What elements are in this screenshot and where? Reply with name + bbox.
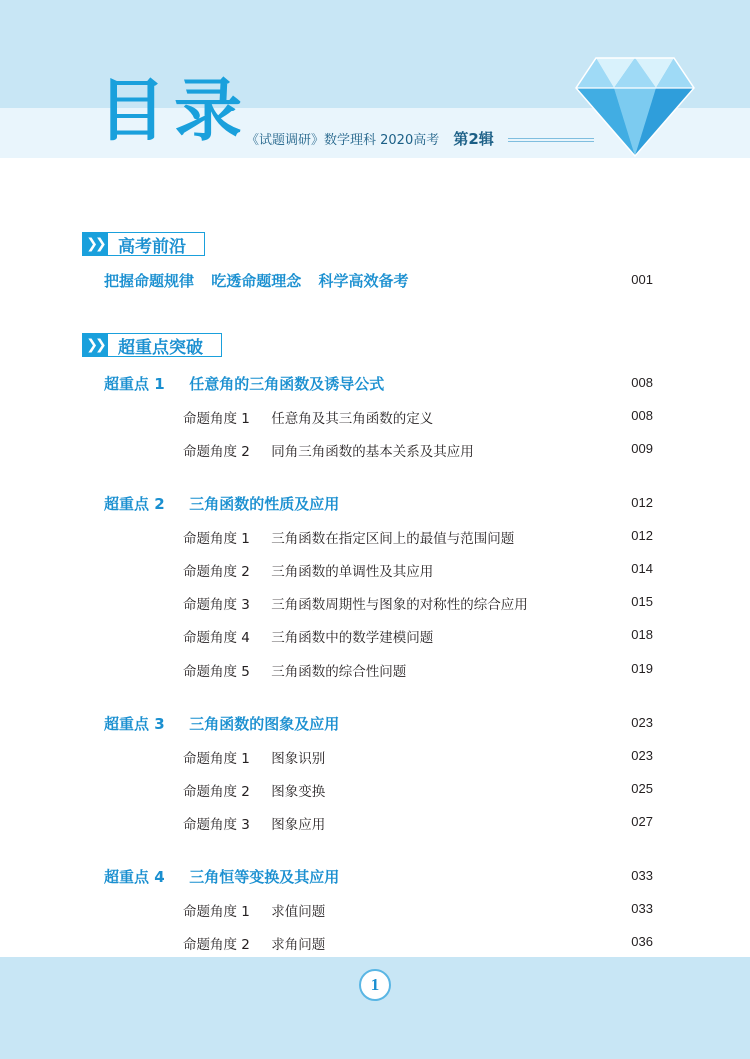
toc-item[interactable] <box>183 407 433 427</box>
page-number: 014 <box>631 561 653 576</box>
section-heading-label: 超重点突破 <box>108 333 222 357</box>
toc-item[interactable] <box>183 780 325 800</box>
item-title: 求角问题 <box>271 937 326 953</box>
page-number: 012 <box>631 528 653 543</box>
item-title: 图象识别 <box>271 751 326 767</box>
toc-topic[interactable] <box>104 713 339 734</box>
footer-page-number: 1 <box>359 969 391 1001</box>
topic-number: 超重点 4 <box>104 868 165 886</box>
item-tag: 命题角度 5 <box>183 664 250 680</box>
item-tag: 命题角度 2 <box>183 937 250 953</box>
page-number: 015 <box>631 594 653 609</box>
section-heading-breakthrough <box>82 333 222 357</box>
item-title: 图象应用 <box>271 817 326 833</box>
item-title: 三角函数在指定区间上的最值与范围问题 <box>271 531 515 547</box>
topic-title: 三角函数的性质及应用 <box>189 495 340 513</box>
item-tag: 命题角度 2 <box>183 444 250 460</box>
toc-item[interactable] <box>183 747 325 767</box>
item-title: 图象变换 <box>271 784 326 800</box>
page-number: 018 <box>631 627 653 642</box>
toc-item[interactable] <box>183 660 406 680</box>
item-tag: 命题角度 1 <box>183 751 250 767</box>
topic-title: 三角函数的图象及应用 <box>189 715 340 733</box>
toc-item[interactable] <box>183 593 528 613</box>
volume-label: 第2辑 <box>453 130 494 148</box>
item-tag: 命题角度 1 <box>183 411 250 427</box>
toc-item[interactable] <box>183 527 514 547</box>
toc-item[interactable] <box>183 560 433 580</box>
page-number: 036 <box>631 934 653 949</box>
section-heading-frontier <box>82 232 205 256</box>
item-tag: 命题角度 4 <box>183 630 250 646</box>
item-tag: 命题角度 2 <box>183 564 250 580</box>
toc-item[interactable] <box>183 626 433 646</box>
toc-entry-lead[interactable]: 把握命题规律 吃透命题理念 科学高效备考 <box>104 272 409 290</box>
item-title: 三角函数的综合性问题 <box>271 664 407 680</box>
topic-number: 超重点 2 <box>104 495 165 513</box>
double-chevron-right-icon: ❯❯ <box>82 333 108 357</box>
page-number: 012 <box>631 495 653 510</box>
item-tag: 命题角度 3 <box>183 597 250 613</box>
item-title: 三角函数的单调性及其应用 <box>271 564 434 580</box>
toc-topic[interactable] <box>104 866 339 887</box>
page-number: 008 <box>631 408 653 423</box>
item-title: 求值问题 <box>271 904 326 920</box>
subtitle <box>246 128 494 149</box>
item-title: 三角函数中的数学建模问题 <box>271 630 434 646</box>
topic-title: 任意角的三角函数及诱导公式 <box>189 375 385 393</box>
page-number: 008 <box>631 375 653 390</box>
item-title: 同角三角函数的基本关系及其应用 <box>271 444 474 460</box>
page-number: 009 <box>631 441 653 456</box>
topic-number: 超重点 3 <box>104 715 165 733</box>
page-number: 025 <box>631 781 653 796</box>
item-tag: 命题角度 3 <box>183 817 250 833</box>
double-chevron-right-icon: ❯❯ <box>82 232 108 256</box>
item-title: 任意角及其三角函数的定义 <box>271 411 434 427</box>
toc-topic[interactable] <box>104 493 339 514</box>
page-number: 023 <box>631 748 653 763</box>
toc-item[interactable] <box>183 813 325 833</box>
topic-number: 超重点 1 <box>104 375 165 393</box>
item-title: 三角函数周期性与图象的对称性的综合应用 <box>271 597 528 613</box>
subtitle-text: 《试题调研》数学理科 2020高考 <box>246 133 440 148</box>
page-title: 目录 <box>98 72 251 151</box>
page-number: 001 <box>631 272 653 287</box>
toc-topic[interactable] <box>104 373 384 394</box>
item-tag: 命题角度 1 <box>183 531 250 547</box>
diamond-icon <box>574 56 696 158</box>
toc-item[interactable] <box>183 933 325 953</box>
section-heading-label: 高考前沿 <box>108 232 205 256</box>
item-tag: 命题角度 1 <box>183 904 250 920</box>
page-number: 033 <box>631 868 653 883</box>
item-tag: 命题角度 2 <box>183 784 250 800</box>
topic-title: 三角恒等变换及其应用 <box>189 868 340 886</box>
toc-item[interactable] <box>183 440 474 460</box>
page-number: 023 <box>631 715 653 730</box>
toc-item[interactable] <box>183 900 325 920</box>
page-number: 033 <box>631 901 653 916</box>
page-number: 027 <box>631 814 653 829</box>
page-number: 019 <box>631 661 653 676</box>
